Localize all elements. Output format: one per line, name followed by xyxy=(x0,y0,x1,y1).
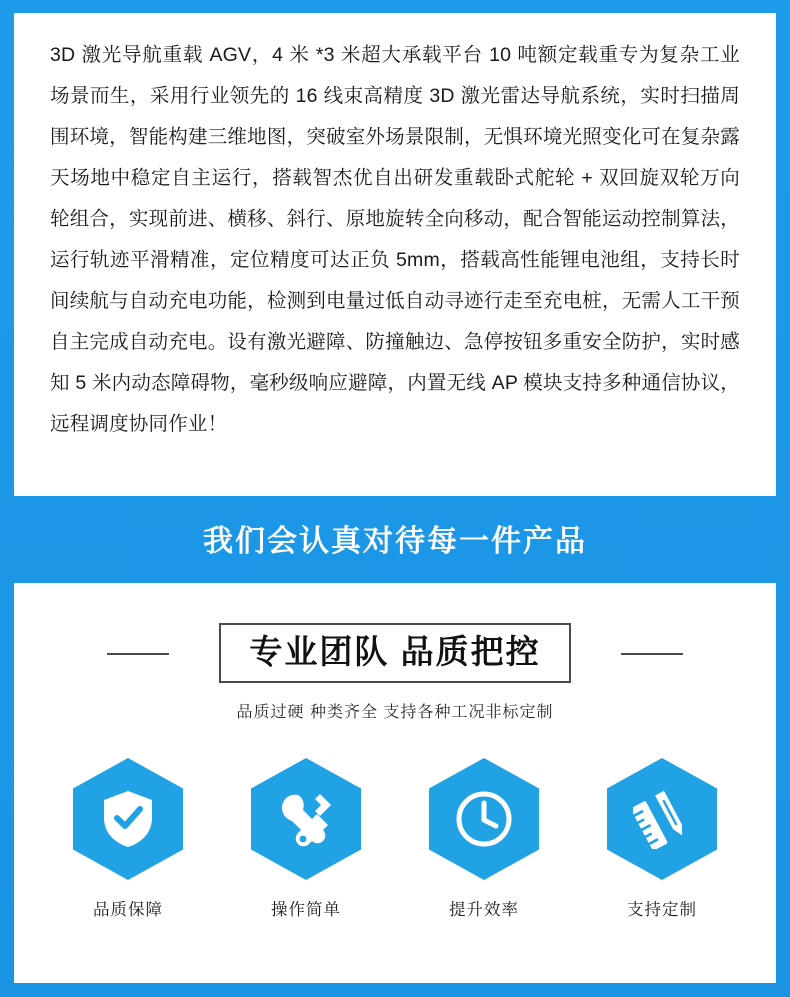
wrench-screwdriver-icon xyxy=(251,758,361,880)
feature-label: 操作简单 xyxy=(271,901,341,919)
headline-rule-right xyxy=(621,653,683,655)
headline-rule-left xyxy=(107,653,169,655)
feature-item-easy-operation xyxy=(236,758,376,920)
feature-label: 品质保障 xyxy=(93,901,163,919)
feature-item-efficiency xyxy=(414,758,554,920)
subheadline-text: 品质过硬 种类齐全 支持各种工况非标定制 xyxy=(236,704,554,721)
description-panel xyxy=(14,13,776,496)
feature-label: 支持定制 xyxy=(627,901,697,919)
feature-list xyxy=(14,758,776,920)
feature-item-quality xyxy=(58,758,198,920)
clock-icon xyxy=(429,758,539,880)
feature-label: 提升效率 xyxy=(449,901,519,919)
banner-title: 我们会认真对待每一件产品 xyxy=(203,525,587,558)
headline-text: 专业团队 品质把控 xyxy=(249,632,541,670)
feature-item-customization xyxy=(592,758,732,920)
section-banner xyxy=(0,505,790,579)
headline-wrapper xyxy=(14,623,776,683)
headline-box xyxy=(219,623,570,683)
product-description-text: 3D 激光导航重载 AGV，4 米 *3 米超大承载平台 10 吨额定载重专为复杂工业场景而生，采用行业领先的 16 线束高精度 3D 激光雷达导航系统，实时扫描周围环境，智能构建三维地图，突破室外场景限制，无惧环境光照变化可在复杂露天场地中稳定自主运行，搭载智杰优自出研发重载卧式舵轮 + 双回旋双轮万向轮组合，实现前进、横移、斜行、原地旋转全向移动，配合智能运动控制算法，运行轨迹平滑精准，定位精度可达正负 5mm，搭载高性能锂电池组，支持长时间续航与自动充电功能，检测到电量过低自动寻迹行走至充电桩，无需人工干预自主完成自动充电。设有激光避障、防撞触边、急停按钮多重安全防护，实时感知 5 米内动态障碍物，毫秒级响应避障，内置无线 AP 模块支持多种通信协议，远程调度协同作业！ xyxy=(50,44,740,435)
shield-check-icon xyxy=(73,758,183,880)
ruler-pen-icon xyxy=(607,758,717,880)
quality-section xyxy=(14,583,776,983)
